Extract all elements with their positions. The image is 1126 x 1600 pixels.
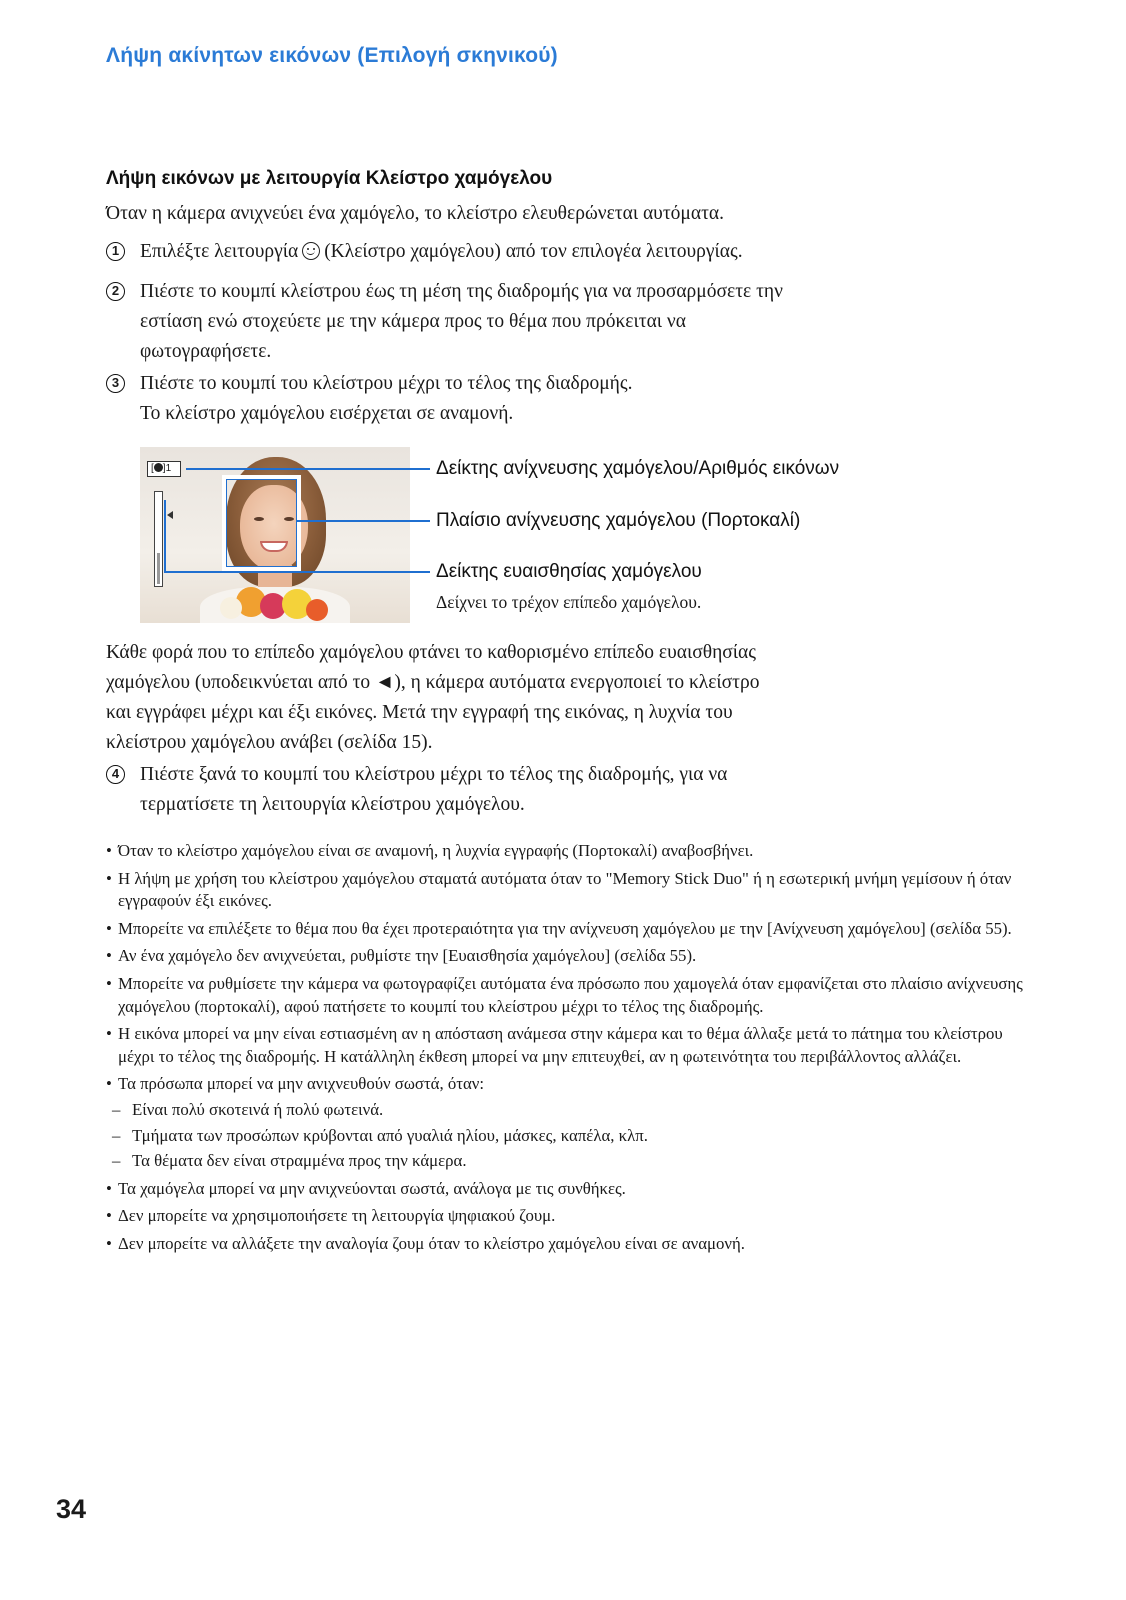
smile-sensitivity-indicator xyxy=(154,491,163,587)
figure-sub-label: Δείχνει το τρέχον επίπεδο χαμόγελου. xyxy=(436,592,702,612)
note-item: • Τα χαμόγελα μπορεί να μην ανιχνεύονται σωστά, ανάλογα με τις συνθήκες. xyxy=(106,1178,1026,1201)
step-text: (Κλείστρο χαμόγελου) από τον επιλογέα λειτουργίας. xyxy=(324,241,743,262)
smile-detection-indicator: [ ]1 xyxy=(147,461,181,477)
step-line: εστίαση ενώ στοχεύετε με την κάμερα προς το θέμα που πρόκειται να xyxy=(140,311,686,332)
step-number: 1 xyxy=(106,242,125,261)
figure-label-frame: Πλαίσιο ανίχνευσης χαμόγελου (Πορτοκαλί) xyxy=(436,510,801,531)
paragraph-line: κλείστρου χαμόγελου ανάβει (σελίδα 15). xyxy=(106,732,433,753)
note-item: • Δεν μπορείτε να χρησιμοποιήσετε τη λειτουργία ψηφιακού ζουμ. xyxy=(106,1205,1026,1228)
paragraph-line: χαμόγελου (υποδεικνύεται από το ◄), η κάμερα αυτόματα ενεργοποιεί το κλείστρο xyxy=(106,672,760,693)
body-paragraph xyxy=(106,638,1026,758)
step-4 xyxy=(106,760,1036,820)
step-line: φωτογραφήσετε. xyxy=(140,341,272,362)
flower-red xyxy=(306,599,328,621)
smile-shutter-figure xyxy=(140,447,410,623)
callout-line xyxy=(296,520,430,522)
step-number: 2 xyxy=(106,282,125,301)
intro-paragraph: Όταν η κάμερα ανιχνεύει ένα χαμόγελο, το κλείστρο ελευθερώνεται αυτόματα. xyxy=(106,203,725,224)
smile-mode-icon xyxy=(302,242,320,260)
note-item: • Μπορείτε να επιλέξετε το θέμα που θα έχει προτεραιότητα για την ανίχνευση χαμόγελου με την [Ανίχνευση χαμόγελου] (σελίδα 55). xyxy=(106,918,1026,941)
step-3 xyxy=(106,369,1036,429)
note-subitem: – Είναι πολύ σκοτεινά ή πολύ φωτεινά. xyxy=(106,1099,1026,1122)
note-item: • Η λήψη με χρήση του κλείστρου χαμόγελου σταματά αυτόματα όταν το "Memory Stick Duo" ή η εσωτερική μνήμη γεμίσουν ή όταν εγγραφούν έξι εικόνες. xyxy=(106,868,1026,913)
smile-detection-frame-border xyxy=(226,479,297,567)
step-line: τερματίσετε τη λειτουργία κλείστρου χαμόγελου. xyxy=(140,794,525,815)
note-item: • Μπορείτε να ρυθμίσετε την κάμερα να φωτογραφίζει αυτόματα ένα πρόσωπο που χαμογελά όταν εμφανίζεται στο πλαίσιο ανίχνευσης χαμόγελου (πορτοκαλί), αφού πατήσετε το κουμπί του κλείστρου μέχρι το τέλος της διαδρομής. xyxy=(106,973,1026,1018)
step-line: Το κλείστρο χαμόγελου εισέρχεται σε αναμονή. xyxy=(140,403,514,424)
note-subitem: – Τμήματα των προσώπων κρύβονται από γυαλιά ηλίου, μάσκες, καπέλα, κλπ. xyxy=(106,1125,1026,1148)
step-number: 3 xyxy=(106,374,125,393)
figure-label-indicator: Δείκτης ανίχνευσης χαμόγελου/Αριθμός εικόνων xyxy=(436,458,840,479)
paragraph-line: και εγγράφει μέχρι και έξι εικόνες. Μετά την εγγραφή της εικόνας, η λυχνία του xyxy=(106,702,733,723)
sensitivity-arrow-icon xyxy=(167,511,173,519)
flower-white xyxy=(220,597,242,619)
figure-label-sensitivity: Δείκτης ευαισθησίας χαμόγελου xyxy=(436,561,702,582)
step-line: Πιέστε το κουμπί του κλείστρου μέχρι το τέλος της διαδρομής. xyxy=(140,373,633,394)
step-text: Επιλέξτε λειτουργία xyxy=(140,241,299,262)
smile-level-fill xyxy=(157,553,160,585)
callout-line xyxy=(186,468,430,470)
paragraph-line: Κάθε φορά που το επίπεδο χαμόγελου φτάνει το καθορισμένο επίπεδο ευαισθησίας xyxy=(106,642,756,663)
sample-photo xyxy=(140,447,410,623)
step-number: 4 xyxy=(106,765,125,784)
note-subitem: – Τα θέματα δεν είναι στραμμένα προς την κάμερα. xyxy=(106,1150,1026,1173)
section-title: Λήψη ακίνητων εικόνων (Επιλογή σκηνικού) xyxy=(106,44,558,67)
step-1 xyxy=(106,237,1036,267)
note-item: • Η εικόνα μπορεί να μην είναι εστιασμένη αν η απόσταση ανάμεσα στην κάμερα και το θέμα άλλαξε μετά το πάτημα του κλείστρου μέχρι το τέλος της διαδρομής. Η κατάλληλη έκθεση μπορεί να μην επιτευχθεί, αν η φωτεινότητα του περιβάλλοντος αλλάζει. xyxy=(106,1023,1026,1068)
note-item: • Τα πρόσωπα μπορεί να μην ανιχνευθούν σωστά, όταν: xyxy=(106,1073,1026,1096)
note-item: • Όταν το κλείστρο χαμόγελου είναι σε αναμονή, η λυχνία εγγραφής (Πορτοκαλί) αναβοσβήνει. xyxy=(106,840,1026,863)
step-line: Πιέστε το κουμπί κλείστρου έως τη μέση της διαδρομής για να προσαρμόσετε την xyxy=(140,281,783,302)
page-number: 34 xyxy=(56,1494,87,1524)
callout-line xyxy=(164,571,430,573)
step-line: Πιέστε ξανά το κουμπί του κλείστρου μέχρι το τέλος της διαδρομής, για να xyxy=(140,764,728,785)
notes-list xyxy=(106,840,1026,1261)
subsection-heading: Λήψη εικόνων με λειτουργία Κλείστρο χαμόγελου xyxy=(106,168,553,189)
step-2 xyxy=(106,277,1036,367)
callout-line xyxy=(164,500,166,573)
image-count: 1 xyxy=(165,463,172,474)
note-item: • Δεν μπορείτε να αλλάξετε την αναλογία ζουμ όταν το κλείστρο χαμόγελου είναι σε αναμονή. xyxy=(106,1233,1026,1256)
note-item: • Αν ένα χαμόγελο δεν ανιχνεύεται, ρυθμίστε την [Ευαισθησία χαμόγελου] (σελίδα 55). xyxy=(106,945,1026,968)
face-icon xyxy=(154,463,163,472)
